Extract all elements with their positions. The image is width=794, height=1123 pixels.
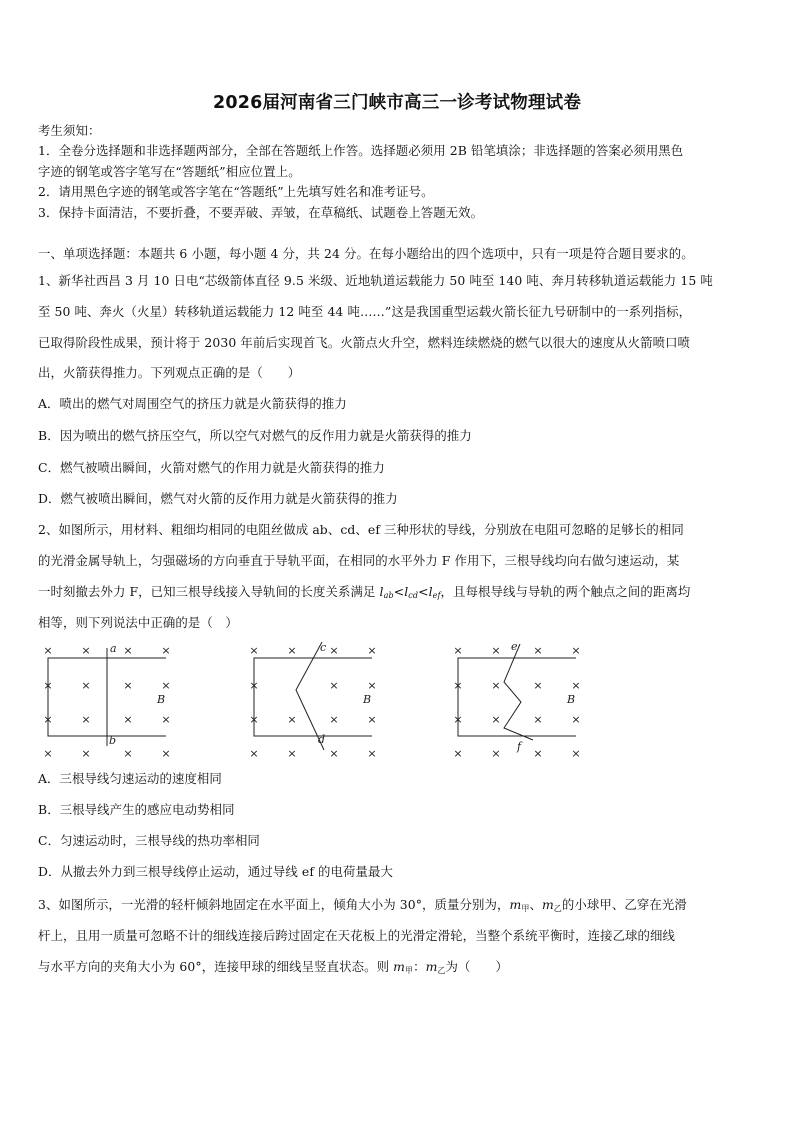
svg-text:×: × [453, 679, 463, 692]
q1-option-c: C．燃气被喷出瞬间，火箭对燃气的作用力就是火箭获得的推力 [38, 460, 385, 475]
svg-text:×: × [123, 644, 133, 657]
svg-text:×: × [491, 679, 501, 692]
svg-text:a: a [110, 642, 117, 655]
q2-option-a: A．三根导线匀速运动的速度相同 [38, 771, 222, 786]
svg-text:×: × [329, 747, 339, 760]
svg-text:×: × [161, 747, 171, 760]
svg-text:b: b [109, 734, 117, 747]
svg-text:×: × [81, 679, 91, 692]
svg-text:×: × [367, 644, 377, 657]
section-heading: 一、单项选择题：本题共 6 小题，每小题 4 分，共 24 分。在每小题给出的四个选项中，只有一项是符合题目要求的。 [38, 246, 694, 261]
svg-text:×: × [287, 644, 297, 657]
q2-option-c: C．匀速运动时，三根导线的热功率相同 [38, 833, 260, 848]
svg-text:×: × [249, 713, 259, 726]
q1-stem-line: 至 50 吨、奔火（火星）转移轨道运载能力 12 吨至 44 吨……”这是我国重型运载火箭长征九号研制中的一系列指标， [38, 304, 692, 319]
svg-text:×: × [43, 747, 53, 760]
q1-stem-line: 1、新华社西昌 3 月 10 日电“芯级箭体直径 9.5 米级、近地轨道运载能力 50 吨至 140 吨、奔月转移轨道运载能力 15 吨 [38, 273, 713, 288]
svg-text:×: × [491, 644, 501, 657]
q1-option-d: D．燃气被喷出瞬间，燃气对火箭的反作用力就是火箭获得的推力 [38, 491, 398, 506]
svg-text:×: × [571, 713, 581, 726]
svg-text:×: × [329, 679, 339, 692]
svg-text:f: f [517, 740, 522, 753]
svg-text:×: × [249, 747, 259, 760]
q2-stem-line: 的光滑金属导轨上，匀强磁场的方向垂直于导轨平面，在相同的水平外力 F 作用下，三根导线均向右做匀速运动，某 [38, 553, 680, 568]
svg-text:×: × [367, 679, 377, 692]
q3-stem-line: 3、如图所示，一光滑的轻杆倾斜地固定在水平面上，倾角大小为 30°，质量分别为，$m_甲$、$m_乙$的小球甲、乙穿在光滑 [38, 897, 687, 913]
svg-text:×: × [533, 679, 543, 692]
svg-text:×: × [329, 644, 339, 657]
svg-text:×: × [571, 679, 581, 692]
svg-text:×: × [161, 644, 171, 657]
svg-text:×: × [81, 747, 91, 760]
svg-text:×: × [453, 644, 463, 657]
svg-text:×: × [81, 644, 91, 657]
svg-text:B: B [157, 693, 166, 706]
q1-stem-line: 出，火箭获得推力。下列观点正确的是（ ） [38, 365, 301, 380]
svg-text:B: B [567, 693, 576, 706]
figure-ef [448, 640, 588, 765]
svg-text:×: × [453, 747, 463, 760]
notice-item: 2．请用黑色字迹的钢笔或答字笔在“答题纸”上先填写姓名和准考证号。 [38, 184, 434, 199]
svg-text:d: d [318, 733, 326, 746]
notice-heading: 考生须知： [38, 123, 101, 138]
q1-stem-line: 已取得阶段性成果，预计将于 2030 年前后实现首飞。火箭点火升空，燃料连续燃烧的燃气以很大的速度从火箭喷口喷 [38, 335, 691, 350]
svg-text:×: × [453, 713, 463, 726]
q2-option-d: D．从撤去外力到三根导线停止运动，通过导线 ef 的电荷量最大 [38, 864, 393, 879]
svg-text:×: × [161, 679, 171, 692]
q3-stem-line: 与水平方向的夹角大小为 60°，连接甲球的细线呈竖直状态。则 $m_甲$：$m_乙$为（ ） [38, 959, 508, 975]
svg-text:×: × [123, 679, 133, 692]
svg-text:×: × [43, 644, 53, 657]
figure-cd [244, 640, 384, 765]
exam-title: 2026届河南省三门峡市高三一诊考试物理试卷 [212, 93, 582, 113]
svg-text:×: × [533, 747, 543, 760]
svg-text:×: × [287, 713, 297, 726]
svg-text:×: × [123, 747, 133, 760]
q2-stem-line: 2、如图所示，用材料、粗细均相同的电阻丝做成 ab、cd、ef 三种形状的导线，分别放在电阻可忽略的足够长的相同 [38, 522, 684, 537]
svg-text:×: × [533, 713, 543, 726]
svg-text:×: × [161, 713, 171, 726]
svg-text:×: × [287, 747, 297, 760]
svg-text:×: × [43, 713, 53, 726]
svg-text:×: × [491, 747, 501, 760]
svg-text:×: × [249, 679, 259, 692]
notice-item: 字迹的钢笔或答字笔写在“答题纸”相应位置上。 [38, 164, 301, 179]
svg-text:×: × [571, 644, 581, 657]
svg-text:×: × [81, 713, 91, 726]
svg-text:B: B [363, 693, 372, 706]
notice-item: 3．保持卡面清洁，不要折叠，不要弄破、弄皱，在草稿纸、试题卷上答题无效。 [38, 205, 484, 220]
svg-text:c: c [320, 641, 327, 654]
svg-text:×: × [491, 713, 501, 726]
svg-text:×: × [329, 713, 339, 726]
svg-text:×: × [249, 644, 259, 657]
q3-stem-line: 杆上，且用一质量可忽略不计的细线连接后跨过固定在天花板上的光滑定滑轮，当整个系统平衡时，连接乙球的细线 [38, 928, 676, 943]
q1-option-b: B．因为喷出的燃气挤压空气，所以空气对燃气的反作用力就是火箭获得的推力 [38, 428, 472, 443]
svg-text:×: × [123, 713, 133, 726]
svg-text:×: × [367, 747, 377, 760]
svg-text:×: × [43, 679, 53, 692]
q1-option-a: A．喷出的燃气对周围空气的挤压力就是火箭获得的推力 [38, 396, 347, 411]
svg-text:×: × [571, 747, 581, 760]
figure-ab [38, 640, 178, 765]
q2-stem-line: 一时刻撤去外力 F，已知三根导线接入导轨间的长度关系满足 $l_{ab}<l_{cd}<l_{ef}$，且每根导线与导轨的两个触点之间的距离均 [38, 584, 691, 600]
svg-text:e: e [511, 640, 518, 653]
svg-text:×: × [367, 713, 377, 726]
q2-stem-line: 相等，则下列说法中正确的是（ ） [38, 615, 238, 630]
svg-text:×: × [533, 644, 543, 657]
notice-item: 1．全卷分选择题和非选择题两部分，全部在答题纸上作答。选择题必须用 2B 铅笔填涂；非选择题的答案必须用黑色 [38, 143, 684, 158]
q2-option-b: B．三根导线产生的感应电动势相同 [38, 802, 235, 817]
